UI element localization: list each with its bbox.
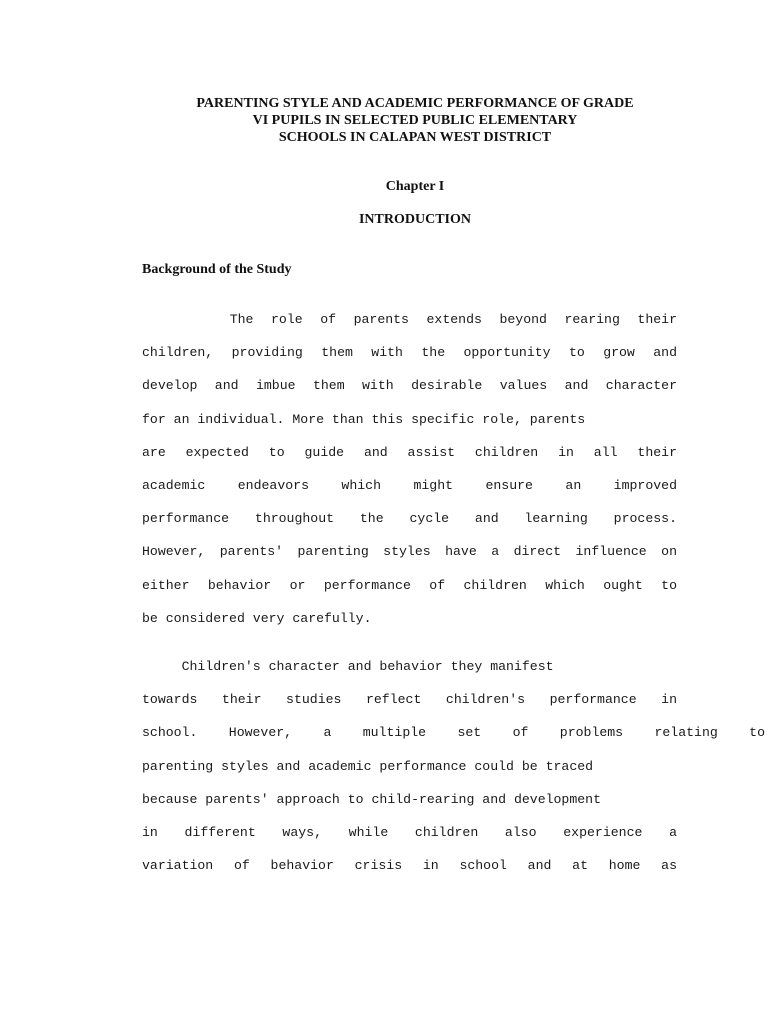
title-line: VI PUPILS IN SELECTED PUBLIC ELEMENTARY — [252, 113, 578, 128]
paragraph-line: because parents' approach to child-rearing and development — [142, 791, 601, 807]
title-line: SCHOOLS IN CALAPAN WEST DISTRICT — [278, 130, 552, 145]
paragraph-line: academic endeavors which might ensure an improved — [142, 477, 677, 493]
paragraph-line: either behavior or performance of children which ought to — [142, 577, 677, 593]
paragraph-line: However, parents' parenting styles have a direct influence on — [142, 544, 677, 560]
title-line: PARENTING STYLE AND ACADEMIC PERFORMANCE OF GRADE — [196, 96, 634, 111]
paragraph-line: in different ways, while children also experience a — [142, 824, 677, 840]
section-heading: Background of the Study — [142, 262, 292, 277]
paragraph-line: performance throughout the cycle and learning process. — [142, 511, 677, 527]
paragraph-line: for an individual. More than this specific role, parents — [142, 411, 586, 427]
chapter-label: Chapter I — [385, 179, 445, 194]
paragraph-line: variation of behavior crisis in school and at home as — [142, 858, 677, 874]
paragraph-line: The role of parents extends beyond rearing their — [142, 312, 677, 327]
document-title — [0, 95, 768, 146]
paragraph-line: are expected to guide and assist children in all their — [142, 444, 677, 460]
paragraph-line: Children's character and behavior they manifest — [142, 659, 554, 674]
body-paragraph — [142, 311, 677, 643]
paragraph-line: parenting styles and academic performance could be traced — [142, 758, 594, 774]
paragraph-line: be considered very carefully. — [142, 610, 372, 626]
paragraph-line: school. However, a multiple set of problems relating to — [142, 725, 765, 741]
paragraph-line: children, providing them with the opportunity to grow and — [142, 345, 677, 361]
paragraph-line: towards their studies reflect children's performance in — [142, 692, 677, 708]
body-paragraph — [142, 658, 765, 890]
paragraph-line: develop and imbue them with desirable values and character — [142, 378, 677, 394]
chapter-title: INTRODUCTION — [358, 212, 471, 227]
